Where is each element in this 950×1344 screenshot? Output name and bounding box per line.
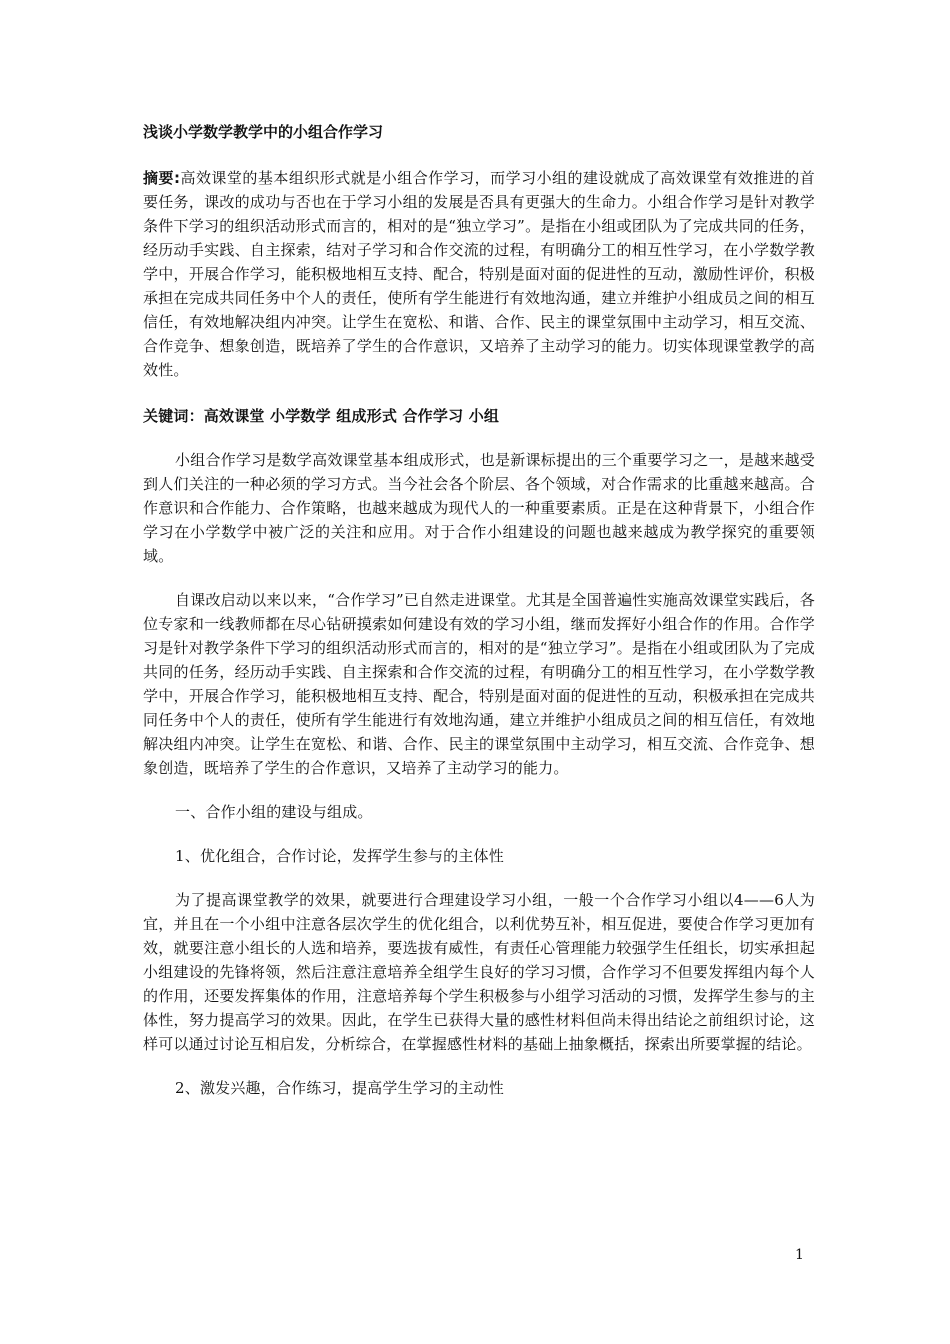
keywords: 关键词：高效课堂 小学数学 组成形式 合作学习 小组 [143,407,500,425]
subsection-heading-2: 2、激发兴趣，合作练习，提高学生学习的主动性 [175,1079,504,1097]
abstract-text: 高效课堂的基本组织形式就是小组合作学习，而学习小组的建设就成了高效课堂有效推进的首要任务，课改的成功与否也在于学习小组的发展是否具有更强大的生命力。小组合作学习是针对教学条件下学习的组织活动形式而言的，相对的是“独立学习”。是指在小组或团队为了完成共同的任务，经历动手实践、自主探索，结对子学习和合作交流的过程，有明确分工的相互性学习，在小学数学教学中，开展合作学习，能积极地相互支持、配合，特别是面对面的促进性的互动，激励性评价，积极承担在完成共同任务中个人的责任，使所有学生能进行有效地沟通，建立并维护小组成员之间的相互信任，有效地解决组内冲突。让学生在宽松、和谐、合作、民主的课堂氛围中主动学习，相互交流、合作竞争、想象创造，既培养了学生的合作意识，又培养了主动学习的能力。切实体现课堂教学的高效性。 [143,169,815,379]
paragraph-background: 自课改启动以来以来，“合作学习”已自然走进课堂。尤其是全国普遍性实施高效课堂实践后，各位专家和一线教师都在尽心钻研摸索如何建设有效的学习小组，继而发挥好小组合作的作用。合作学习是针对教学条件下学习的组织活动形式而言的，相对的是“独立学习”。是指在小组或团队为了完成共同的任务，经历动手实践、自主探索和合作交流的过程，有明确分工的相互性学习，在小学数学教学中，开展合作学习，能积极地相互支持、配合，特别是面对面的促进性的互动，积极承担在完成共同任务中个人的责任，使所有学生能进行有效地沟通，建立并维护小组成员之间的相互信任，有效地解决组内冲突。让学生在宽松、和谐、合作、民主的课堂氛围中主动学习，相互交流、合作竞争、想象创造，既培养了学生的合作意识，又培养了主动学习的能力。 [143,591,815,777]
paragraph-intro: 小组合作学习是数学高效课堂基本组成形式，也是新课标提出的三个重要学习之一，是越来越受到人们关注的一种必须的学习方式。当今社会各个阶层、各个领域，对合作需求的比重越来越高。合作意识和合作能力、合作策略，也越来越成为现代人的一种重要素质。正是在这种背景下，小组合作学习在小学数学中被广泛的关注和应用。对于合作小组建设的问题也越来越成为教学探究的重要领域。 [143,451,815,565]
subsection-1-text: 为了提高课堂教学的效果，就要进行合理建设学习小组，一般一个合作学习小组以4——6人为宜，并且在一个小组中注意各层次学生的优化组合，以利优势互补，相互促进，要使合作学习更加有效，就要注意小组长的人选和培养，要选拔有威性，有责任心管理能力较强学生任组长，切实承担起小组建设的先锋将领，然后注意注意培养全组学生良好的学习习惯，合作学习不但要发挥组内每个人的作用，还要发挥集体的作用，注意培养每个学生积极参与小组学习活动的习惯，发挥学生参与的主体性，努力提高学习的效果。因此，在学生已获得大量的感性材料但尚未得出结论之前组织讨论，这样可以通过讨论互相启发，分析综合，在掌握感性材料的基础上抽象概括，探索出所要掌握的结论。 [143,891,815,1053]
page-number: 1 [795,1247,804,1263]
document-body [143,120,815,1120]
abstract-label: 摘要: [143,169,181,187]
section-heading-1: 一、合作小组的建设与组成。 [175,803,373,821]
abstract [143,166,815,382]
document-title: 浅谈小学数学教学中的小组合作学习 [143,123,384,141]
subsection-heading-1: 1、优化组合，合作讨论，发挥学生参与的主体性 [175,847,504,865]
